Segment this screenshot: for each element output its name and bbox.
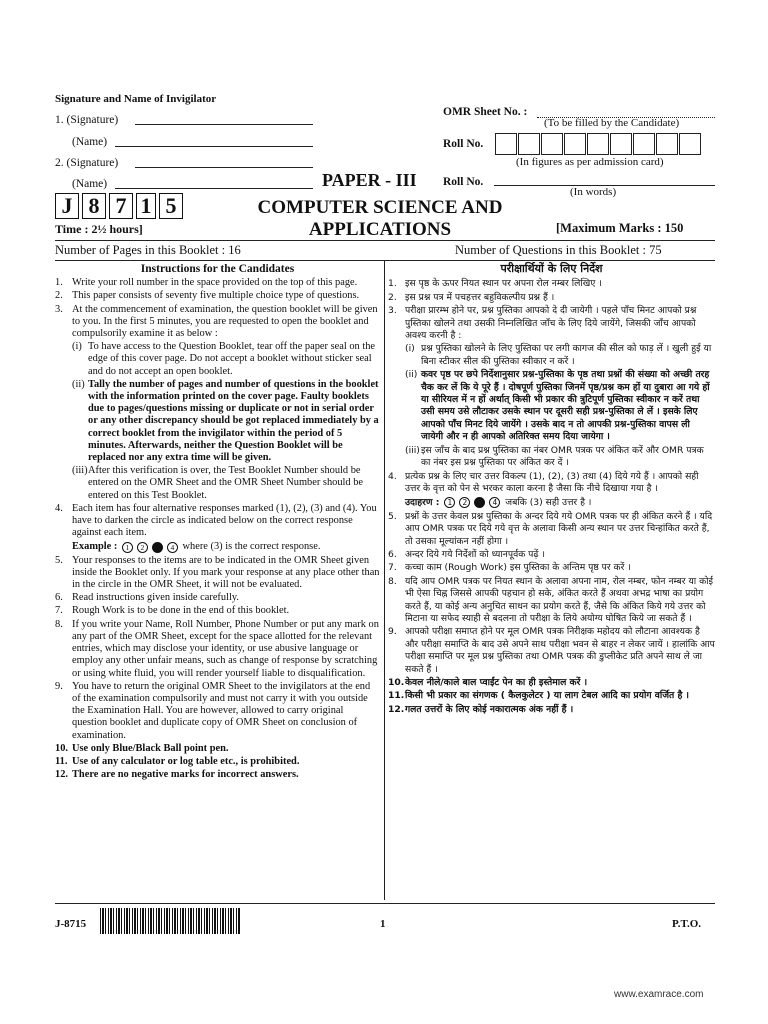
option-bubble: 4 bbox=[167, 542, 178, 553]
instruction-item: 5. प्रश्नों के उत्तर केवल प्रश्न पुस्तिका के अन्दर दिये गये OMR पत्रक पर ही अंकित करने हैं । यदि आप OMR पत्रक पर दिये गये वृत्त के अलावा किसी अन्य स्थान पर उत्तर चिन्हांकित करते हैं, तो उसका मूल्यांकन नहीं होगा । bbox=[388, 510, 713, 547]
booklet-code-letter: J bbox=[55, 193, 79, 219]
question-count: Number of Questions in this Booklet : 75 bbox=[455, 243, 662, 257]
instruction-item: 12. There are no negative marks for incorrect answers. bbox=[55, 769, 299, 781]
page-count: Number of Pages in this Booklet : 16 bbox=[55, 243, 241, 257]
booklet-code-digit: 5 bbox=[159, 193, 183, 219]
booklet-code-digit: 1 bbox=[136, 193, 156, 219]
instruction-item: 5. Your responses to the items are to be indicated in the OMR Sheet given inside the Booklet only. If you mark your response at any place other than in the circle in the OMR Sheet, it will not be evaluated. bbox=[55, 554, 380, 591]
instruction-item: 6. Read instructions given inside carefully. bbox=[55, 592, 239, 604]
sub-instruction: (iii) इस जाँच के बाद प्रश्न पुस्तिका का नंबर OMR पत्रक पर अंकित करें और OMR पत्रक का नंबर इस प्रश्न पुस्तिका पर अंकित कर दें । bbox=[405, 444, 704, 469]
instruction-item: 1. इस पृष्ठ के ऊपर नियत स्थान पर अपना रोल नम्बर लिखिए । bbox=[388, 278, 602, 290]
instruction-item: 3. परीक्षा प्रारम्भ होने पर, प्रश्न पुस्तिका आपको दे दी जायेगी । पहले पाँच मिनट आपको प्रश्न पुस्तिका खोलने तथा उसकी निम्नलिखित जाँच के लिए दिये जायेंगे, जिसकी जाँच आपको अवश्य करनी है : (i) प्रश्न पुस्तिका खोलने के लिए पुस्तिका पर लगी कागज की सील को फाड़ लें । खुली हुई या बिना स्टीकर सील की पुस्तिका स्वीकार न करें । (ii) कवर पृष्ठ पर छपे निर्देशानुसार प्रश्न-पुस्तिका के पृष्ठ तथा प्रश्नों की संख्या को अच्छी तरह चैक कर लें कि ये पूरे हैं । दोषपूर्ण पुस्तिका जिनमें पृष्ठ/प्रश्न कम हों या दुबारा आ गये हों या सीरियल में न हों अर्थात् किसी भी प्रकार की त्रुटिपूर्ण पुस्तिका स्वीकार न करें तथा उसी समय उसे लौटाकर उसके स्थान पर दूसरी सही प्रश्न-पुस्तिका ले लें । इसके लिए आपको पाँच मिनट दिये जायेंगे । उसके बाद न तो आपकी प्रश्न-पुस्तिका वापस ली जायेगी और न ही आपको अतिरिक्त समय दिया जायेगा । (iii) इस जाँच के बाद प्रश्न पुस्तिका का नंबर OMR पत्रक पर अंकित करें और OMR पत्रक का नंबर इस प्रश्न पुस्तिका पर अंकित कर दें । bbox=[388, 305, 715, 469]
instruction-item: 11. Use of any calculator or log table etc., is prohibited. bbox=[55, 755, 300, 767]
name-2-label: (Name) bbox=[72, 178, 108, 190]
signature-2-label: 2. (Signature) bbox=[55, 157, 119, 169]
instruction-item: 4. प्रत्येक प्रश्न के लिए चार उत्तर विकल्प (1), (2), (3) तथा (4) दिये गये हैं । आपको सही उत्तर के वृत्त को पेन से भरकर काला करना है जैसा कि नीचे दिखाया गया है । उदाहरण : 1 2 4 जबकि (3) सही उत्तर है । bbox=[388, 471, 715, 510]
instruction-item: 2. इस प्रश्न पत्र में पचहत्तर बहुविकल्पीय प्रश्न हैं । bbox=[388, 291, 555, 303]
booklet-code-digit: 8 bbox=[82, 193, 106, 219]
booklet-code-digit: 7 bbox=[109, 193, 133, 219]
sub-instruction: (iii) After this verification is over, the Test Booklet Number should be entered on the OMR Sheet and the OMR Sheet Number should be entered on this Test Booklet. bbox=[72, 465, 364, 501]
instruction-item: 12. गलत उत्तरों के लिए कोई नकारात्मक अंक नहीं हैं । bbox=[388, 703, 574, 715]
sub-instruction: (ii) कवर पृष्ठ पर छपे निर्देशानुसार प्रश्न-पुस्तिका के पृष्ठ तथा प्रश्नों की संख्या को अच्छी तरह चैक कर लें कि ये पूरे हैं । दोषपूर्ण पुस्तिका जिनमें पृष्ठ/प्रश्न कम हों या दुबारा आ गये हों या सीरियल में न हों अर्थात् किसी भी प्रकार की त्रुटिपूर्ण पुस्तिका स्वीकार न करें तथा उसी समय उसे लौटाकर उसके स्थान पर दूसरी सही प्रश्न-पुस्तिका ले लें । इसके लिए आपको पाँच मिनट दिये जायेंगे । उसके बाद न तो आपकी प्रश्न-पुस्तिका वापस ली जायेगी और न ही आपको अतिरिक्त समय दिया जायेगा । bbox=[405, 369, 710, 443]
roll-digit-box[interactable] bbox=[564, 133, 586, 155]
instruction-item: 3. At the commencement of examination, the question booklet will be given to you. In the first 5 minutes, you are requested to open the booklet and compulsorily examine it as below : (i) To have access to the Question Booklet, tear off the paper seal on the edge of this cover page. Do not accept a booklet without sticker seal and do not accept an open booklet. (ii) Tally the number of pages and number of questions in the booklet with the information printed on the cover page. Faulty booklets due to pages/questions missing or duplicate or not in serial order or any other discrepancy should be got replaced immediately by a correct booklet from the invigilator within the period of 5 minutes. Afterwards, neither the Question Booklet will be replaced nor any extra time will be given. (iii) After this verification is over, the Test Booklet Number should be entered on the OMR Sheet and the OMR Sheet Number should be entered on this Test Booklet. bbox=[55, 303, 379, 501]
english-instructions bbox=[55, 263, 380, 782]
sub-instruction: (i) To have access to the Question Booklet, tear off the paper seal on the edge of this cover page. Do not accept a booklet without sticker seal and do not accept an open booklet. bbox=[72, 341, 376, 377]
instruction-item: 1. Write your roll number in the space provided on the top of this page. bbox=[55, 277, 358, 289]
roll-digit-box[interactable] bbox=[541, 133, 563, 155]
instruction-item: 6. अन्दर दिये गये निर्देशों को ध्यानपूर्वक पढ़ें । bbox=[388, 548, 545, 560]
roll-digit-box[interactable] bbox=[633, 133, 655, 155]
divider bbox=[55, 260, 715, 261]
divider bbox=[55, 240, 715, 241]
max-marks: [Maximum Marks : 150 bbox=[556, 221, 684, 235]
roll-words-note: (In words) bbox=[570, 186, 617, 198]
instruction-item: 9. आपको परीक्षा समाप्त होने पर मूल OMR पत्रक निरीक्षक महोदय को लौटाना आवश्यक है और परीक्षा समाप्ति के बाद उसे अपने साथ परीक्षा भवन से बाहर न लेकर जायें । हालांकि आप परीक्षा समाप्ति पर मूल प्रश्न पुस्तिका तथा OMR पत्रक की डुप्लीकेट प्रति अपने साथ ले जा सकते हैं । bbox=[388, 626, 715, 675]
option-bubble: 1 bbox=[122, 542, 133, 553]
option-bubble-filled bbox=[474, 497, 485, 508]
instruction-item: 8. If you write your Name, Roll Number, Phone Number or put any mark on any part of the OMR Sheet, except for the space allotted for the relevant entries, which may disclose your identity, or use abusive language or employ any other unfair means, such as change of response by scratching or using white fluid, you will render yourself liable to disqualification. bbox=[55, 618, 379, 679]
website-credit[interactable]: www.examrace.com bbox=[614, 989, 704, 1000]
hindi-instructions bbox=[388, 263, 715, 717]
subject-line-1: COMPUTER SCIENCE AND bbox=[257, 197, 503, 218]
roll-words-line bbox=[494, 174, 715, 186]
example-row: उदाहरण : 1 2 4 जबकि (3) सही उत्तर है । bbox=[405, 497, 592, 509]
option-bubble: 2 bbox=[459, 497, 470, 508]
name-1-label: (Name) bbox=[72, 136, 108, 148]
omr-sheet-label: OMR Sheet No. : bbox=[443, 106, 528, 118]
example-row: Example : 1 2 4 where (3) is the correct response. bbox=[72, 541, 321, 553]
paper-title: PAPER - III bbox=[322, 170, 417, 190]
omr-sheet-note: (To be filled by the Candidate) bbox=[544, 117, 680, 129]
instruction-item: 8. यदि आप OMR पत्रक पर नियत स्थान के अलावा अपना नाम, रोल नम्बर, फोन नम्बर या कोई भी ऐसा चिह्न जिससे आपकी पहचान हो सके, अंकित करते हैं अथवा अभद्र भाषा का प्रयोग करते हैं, या कोई अन्य अनुचित साधन का प्रयोग करते हैं, जैसे कि अंकित किये गये उत्तर को मिटाना या सफेद स्याही से बदलना तो परीक्षा के लिये अयोग्य घोषित किये जा सकते हैं । bbox=[388, 575, 714, 624]
divider bbox=[55, 903, 715, 904]
hindi-heading: परीक्षार्थियों के लिए निर्देश bbox=[500, 262, 603, 275]
barcode bbox=[100, 908, 240, 934]
instruction-item: 10. Use only Blue/Black Ball point pen. bbox=[55, 742, 229, 754]
signature-1-label: 1. (Signature) bbox=[55, 114, 119, 126]
invigilator-heading: Signature and Name of Invigilator bbox=[55, 93, 217, 105]
subject-line-2: APPLICATIONS bbox=[308, 219, 452, 240]
roll-digit-box[interactable] bbox=[518, 133, 540, 155]
option-bubble: 2 bbox=[137, 542, 148, 553]
roll-number-label: Roll No. bbox=[443, 138, 484, 150]
instruction-item: 7. Rough Work is to be done in the end of this booklet. bbox=[55, 605, 290, 617]
signature-1-line bbox=[135, 113, 313, 125]
footer-code: J-8715 bbox=[55, 918, 87, 930]
option-bubble: 4 bbox=[489, 497, 500, 508]
instruction-item: 10. केवल नीले/काले बाल प्वाईंट पेन का ही इस्तेमाल करें । bbox=[388, 677, 588, 688]
instruction-item: 9. You have to return the original OMR Sheet to the invigilators at the end of the examination compulsorily and must not carry it with you outside the Examination Hall. You are however, allowed to carry original question booklet and duplicate copy of OMR Sheet on conclusion of examination. bbox=[55, 680, 371, 741]
sub-instruction: (i) प्रश्न पुस्तिका खोलने के लिए पुस्तिका पर लगी कागज की सील को फाड़ लें । खुली हुई या बिना स्टीकर सील की पुस्तिका स्वीकार न करें । bbox=[405, 343, 712, 367]
name-2-line bbox=[115, 177, 313, 189]
instruction-item: 7. कच्चा काम (Rough Work) इस पुस्तिका के अन्तिम पृष्ठ पर करें । bbox=[388, 562, 631, 574]
roll-digit-box[interactable] bbox=[495, 133, 517, 155]
option-bubble: 1 bbox=[444, 497, 455, 508]
signature-2-line bbox=[135, 156, 313, 168]
pto-label: P.T.O. bbox=[672, 918, 702, 930]
page-number: 1 bbox=[380, 918, 386, 930]
roll-number-note: (In figures as per admission card) bbox=[516, 156, 664, 168]
roll-words-label: Roll No. bbox=[443, 176, 484, 188]
instruction-item: 2. This paper consists of seventy five multiple choice type of questions. bbox=[55, 290, 360, 302]
sub-instruction: (ii) Tally the number of pages and number of questions in the booklet with the information printed on the cover page. Faulty booklets due to pages/questions missing or duplicate or not in serial order or any other discrepancy should be got replaced immediately by a correct booklet from the invigilator within the period of 5 minutes. Afterwards, neither the Question Booklet will be replaced nor any extra time will be given. bbox=[72, 378, 379, 464]
column-divider bbox=[384, 260, 385, 900]
instruction-item: 4. Each item has four alternative responses marked (1), (2), (3) and (4). You have to darken the circle as indicated below on the correct response against each item. Example : 1 2 4 where (3) is the correct response. bbox=[55, 503, 380, 554]
roll-digit-box[interactable] bbox=[679, 133, 701, 155]
english-heading: Instructions for the Candidates bbox=[140, 263, 295, 275]
roll-digit-box[interactable] bbox=[656, 133, 678, 155]
roll-digit-box[interactable] bbox=[610, 133, 632, 155]
name-1-line bbox=[115, 135, 313, 147]
option-bubble-filled bbox=[152, 542, 163, 553]
exam-time: Time : 2½ hours] bbox=[55, 222, 143, 236]
roll-digit-box[interactable] bbox=[587, 133, 609, 155]
instruction-item: 11. किसी भी प्रकार का संगणक ( कैलकुलेटर ) या लाग टेबल आदि का प्रयोग वर्जित है । bbox=[388, 690, 690, 702]
